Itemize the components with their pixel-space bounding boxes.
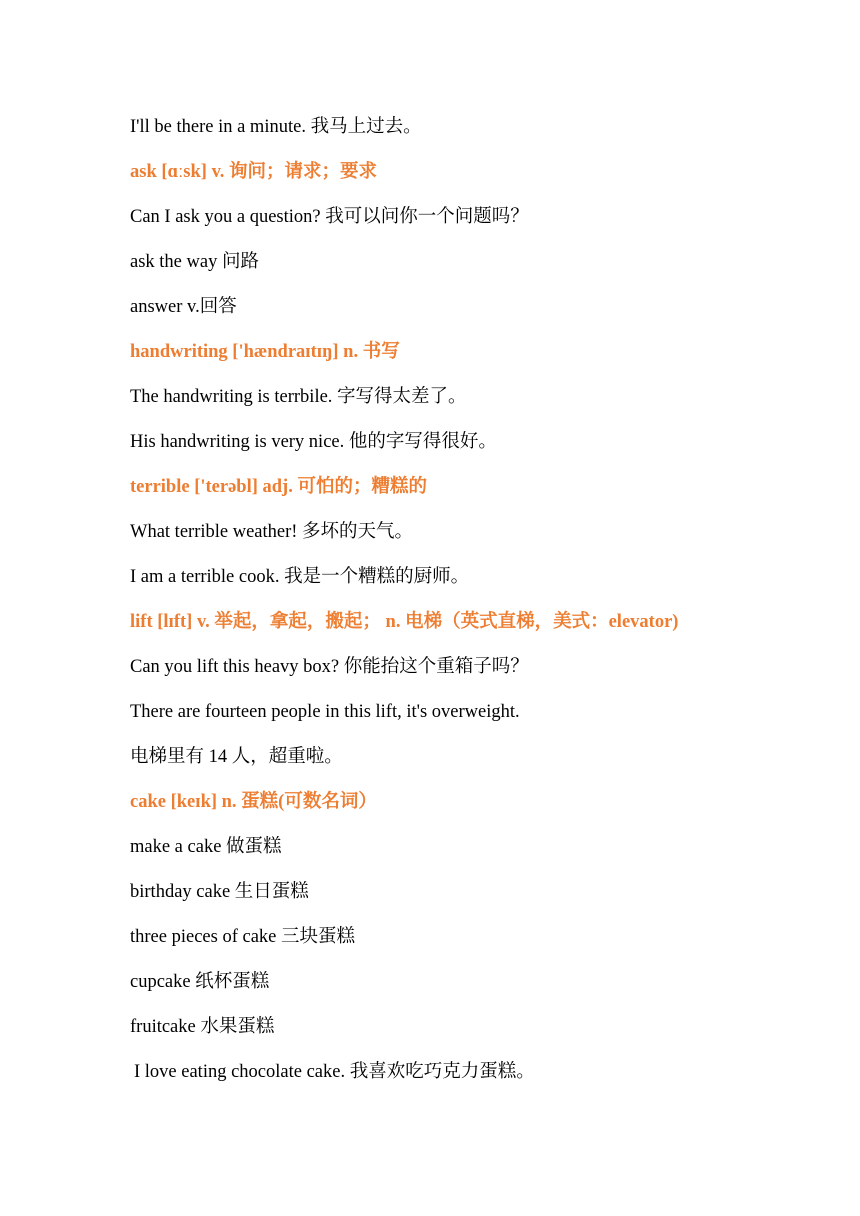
example-phrase: birthday cake 生日蛋糕 bbox=[130, 882, 309, 902]
example-sentence: His handwriting is very nice. 他的字写得很好。 bbox=[130, 432, 497, 452]
example-sentence: Can you lift this heavy box? 你能抬这个重箱子吗？ bbox=[130, 657, 529, 677]
example-sentence: I am a terrible cook. 我是一个糟糕的厨师。 bbox=[130, 567, 470, 587]
example-sentence: Can I ask you a question? 我可以问你一个问题吗？ bbox=[130, 207, 529, 227]
related-word: answer v.回答 bbox=[130, 297, 237, 317]
example-sentence: I'll be there in a minute. 我马上过去。 bbox=[130, 117, 422, 137]
example-sentence: What terrible weather! 多坏的天气。 bbox=[130, 522, 414, 542]
vocab-entry-cake: cake [keɪk] n. 蛋糕(可数名词） bbox=[130, 792, 377, 812]
example-sentence: There are fourteen people in this lift, it's overweight. bbox=[130, 702, 520, 722]
example-phrase: cupcake 纸杯蛋糕 bbox=[130, 972, 270, 992]
example-phrase: fruitcake 水果蛋糕 bbox=[130, 1017, 275, 1037]
example-translation: 电梯里有 14 人，超重啦。 bbox=[130, 747, 343, 767]
example-phrase: ask the way 问路 bbox=[130, 252, 259, 272]
vocab-entry-handwriting: handwriting ['hændraɪtɪŋ] n. 书写 bbox=[130, 342, 400, 362]
example-phrase: three pieces of cake 三块蛋糕 bbox=[130, 927, 355, 947]
example-phrase: make a cake 做蛋糕 bbox=[130, 837, 282, 857]
vocab-entry-lift: lift [lɪft] v. 举起，拿起，搬起； n. 电梯（英式直梯，美式：elevator) bbox=[130, 612, 679, 632]
example-sentence: I love eating chocolate cake. 我喜欢吃巧克力蛋糕。 bbox=[134, 1062, 535, 1082]
example-sentence: The handwriting is terrbile. 字写得太差了。 bbox=[130, 387, 467, 407]
vocab-entry-terrible: terrible ['terəbl] adj. 可怕的；糟糕的 bbox=[130, 477, 427, 497]
vocab-entry-ask: ask [ɑːsk] v. 询问；请求；要求 bbox=[130, 162, 378, 182]
